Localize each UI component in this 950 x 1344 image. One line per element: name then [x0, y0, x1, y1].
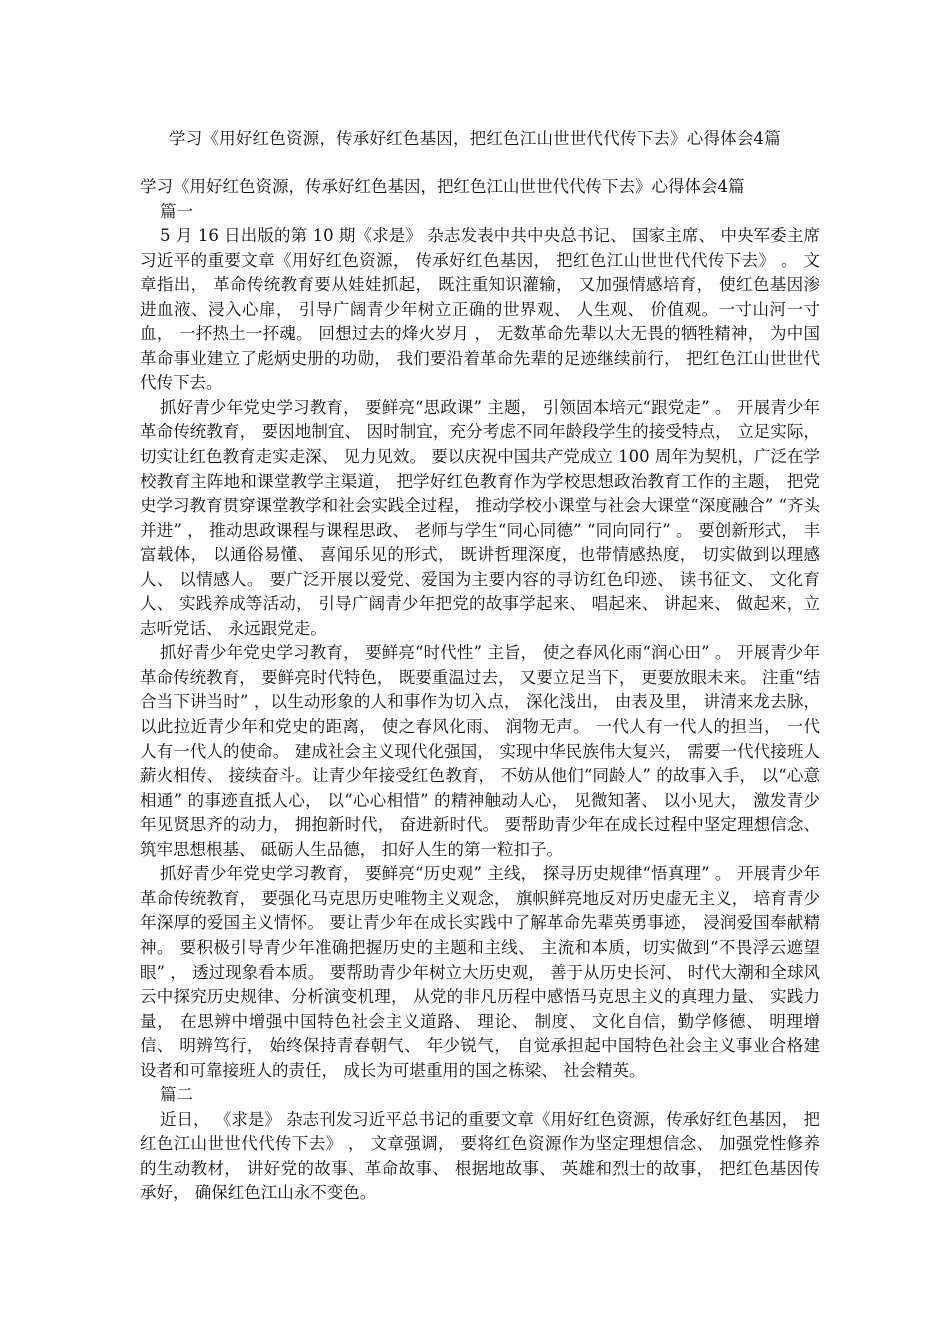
- document-subtitle: 学习《用好红色资源，传承好红色基因，把红色江山世世代代传下去》心得体会4篇: [140, 177, 745, 196]
- document-body: [140, 175, 820, 1206]
- paragraph: 抓好青少年党史学习教育， 要鲜亮“时代性” 主旨， 使之春风化雨“润心田” 。 开展青少年革命传统教育， 要鲜亮时代特色， 既要重温过去， 又要立足当下， 更要放眼未来。 注重“结合当下讲当时” ，以生动形象的人和事作为切入点， 深化浅出， 由表及里， 讲清来龙去脉， 以此拉近青少年和党史的距离， 使之春风化雨、 润物无声。 一代人有一代人的担当， 一代人有一代人的使命。 建成社会主义现代化强国， 实现中华民族伟大复兴， 需要一代代接班人薪火相传、 接续奋斗。让青少年接受红色教育， 不妨从他们“同龄人” 的故事入手， 以“心意相通” 的事迹直抵人心， 以“心心相惜” 的精神触动人心， 见微知著、 以小见大， 激发青少年见贤思齐的动力， 拥抱新时代， 奋进新时代。 要帮助青少年在成长过程中坚定理想信念、 筑牢思想根基、 砥砺人生品德， 扣好人生的第一粒扣子。: [140, 643, 820, 859]
- document-title: 学习《用好红色资源，传承好红色基因，把红色江山世世代代传下去》心得体会4篇: [169, 129, 781, 148]
- paragraph: 抓好青少年党史学习教育， 要鲜亮“历史观” 主线， 探寻历史规律“悟真理” 。 开展青少年革命传统教育， 要强化马克思历史唯物主义观念， 旗帜鲜亮地反对历史虚无主义， 培育青少年深厚的爱国主义情怀。 要让青少年在成长实践中了解革命先辈英勇事迹， 浸润爱国奉献精神。 要积极引导青少年准确把握历史的主题和主线、 主流和本质，切实做到“不畏浮云遮望眼” ， 透过现象看本质。 要帮助青少年树立大历史观， 善于从历史长河、 时代大潮和全球风云中探究历史规律、分析演变机理， 从党的非凡历程中感悟马克思主义的真理力量、 实践力量， 在思辨中增强中国特色社会主义道路、 理论、 制度、 文化自信，勤学修德、 明理增信、 明辨笃行， 始终保持青春朝气、 年少锐气， 自觉承担起中国特色社会主义事业合格建设者和可靠接班人的责任， 成长为可堪重用的国之栋梁、 社会精英。: [140, 864, 820, 1080]
- paragraph: 抓好青少年党史学习教育， 要鲜亮“思政课” 主题， 引领固本培元“跟党走” 。 开展青少年革命传统教育， 要因地制宜、 因时制宜，充分考虑不同年龄段学生的接受特点， 立足实际， 切实让红色教育走实走深、 见力见效。 要以庆祝中国共产党成立 100 周年为契机，广泛在学校教育主阵地和课堂教学主渠道， 把学好红色教育作为学校思想政治教育工作的主题， 把党史学习教育贯穿课堂教学和社会实践全过程， 推动学校小课堂与社会大课堂“深度融合” “齐头并进” ， 推动思政课程与课程思政、 老师与学生“同心同德” “同向同行” 。 要创新形式， 丰富载体， 以通俗易懂、 喜闻乐见的形式， 既讲哲理深度，也带情感热度， 切实做到以理感人、 以情感人。 要广泛开展以爱党、爱国为主要内容的寻访红色印迹、 读书征文、 文化育人、 实践养成等活动， 引导广阔青少年把党的故事学起来、 唱起来、 讲起来、 做起来，立志听党话、 永远跟党走。: [140, 397, 820, 638]
- paragraph: 5 月 16 日出版的第 10 期《求是》 杂志发表中共中央总书记、 国家主席、 中央军委主席习近平的重要文章《用好红色资源， 传承好红色基因， 把红色江山世世代代传下去》 。 文章指出， 革命传统教育要从娃娃抓起， 既注重知识灌输， 又加强情感培育， 使红色基因渗进血液、浸入心扉， 引导广阔青少年树立正确的世界观、 人生观、 价值观。一寸山河一寸血， 一抔热土一抔魂。 回想过去的烽火岁月 ， 无数革命先辈以大无畏的牺牲精神， 为中国革命事业建立了彪炳史册的功勋， 我们要沿着革命先辈的足迹继续前行， 把红色江山世世代代传下去。: [140, 226, 820, 393]
- section-label-2: 篇二: [160, 1085, 193, 1105]
- paragraph: 近日， 《求是》 杂志刊发习近平总书记的重要文章《用好红色资源，传承好红色基因， 把红色江山世世代代传下去》 ， 文章强调， 要将红色资源作为坚定理想信念、 加强党性修养的生动教材， 讲好党的故事、革命故事、 根据地故事、 英雄和烈士的故事， 把红色基因传承好， 确保红色江山永不变色。: [140, 1109, 820, 1203]
- section-label-1: 篇一: [160, 201, 193, 221]
